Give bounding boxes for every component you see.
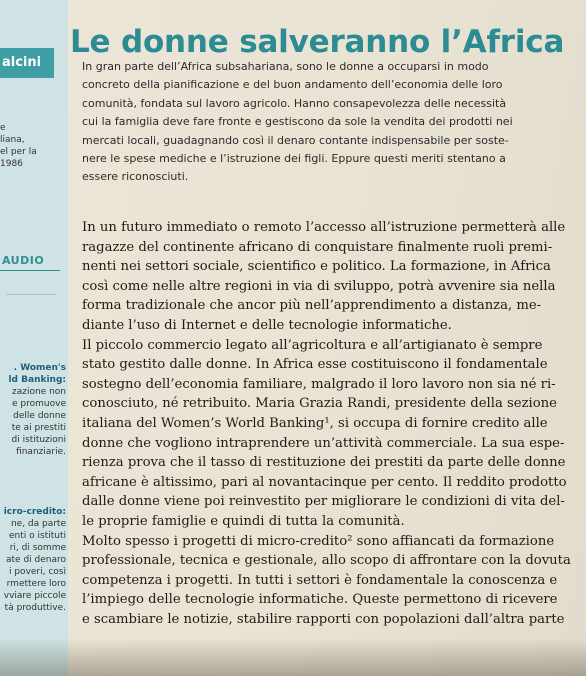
sidebar-gloss-line: zazione non <box>12 387 66 397</box>
sidebar-gloss-line: rmettere loro <box>6 579 66 589</box>
audio-label[interactable]: AUDIO <box>2 254 45 267</box>
sidebar-gloss-line: tà produttive. <box>4 603 66 613</box>
sidebar-gloss-line: ri, di somme <box>9 543 66 553</box>
audio-divider <box>0 270 60 271</box>
body-text: In un futuro immediato o remoto l’accesso all’istruzione permetterà alle ragazze del continente africano di conquistare finalmente ruoli premi- nenti nei settori sociale, scientifico e politico. La formazione, in Africa così come nelle altre regioni in via di sviluppo, potrà avvenire sia nella forma tradizionale che ancor più nell’apprendimento a distanza, me- diante l’uso di Internet e delle tecnologie informatiche. Il piccolo commercio legato all’agricoltura e all’artigianato è sempre stato gestito dalle donne. In Africa esse costituiscono il fondamentale sostegno dell’economia familiare, malgrado il loro lavoro non sia né ri- conosciuto, né retribuito. Maria Grazia Randi, presidente della sezione italiana del Women’s World Banking¹, si occupa di fornire credito alle donne che vogliono intraprendere un’attività commerciale. La sua espe- rienza prova che il tasso di restituzione dei prestiti da parte delle donne africane è altissimo, pari al novantacinque per cento. Il reddito prodotto dalle donne viene poi reinvestito per migliorare le condizioni di vita del- le proprie famiglie e quindi di tutta la comunità. Molto spesso i progetti di micro-credito² sono affiancati da formazione professionale, tecnica e gestionale, allo scopo di affrontare con la dovuta competenza i progetti. In tutti i settori è fondamentale la conoscenza e l’impiego delle tecnologie informatiche. Queste permettono di ricevere e scambiare le notizie, stabilire rapporti con popolazioni dall’altra parte <box>82 220 571 627</box>
sidebar-gloss-line: e promuove <box>12 399 66 409</box>
sidebar-gloss-line: finanziarie. <box>16 447 66 457</box>
sidebar-gloss-line: icro-credito: <box>3 507 66 517</box>
page-shadow <box>0 638 586 676</box>
sidebar-gloss-line: i poveri, così <box>8 567 66 577</box>
sidebar-gloss-line: di istituzioni <box>11 435 66 445</box>
intro-paragraph: In gran parte dell’Africa subsahariana, sono le donne a occuparsi in modo concreto della pianificazione e del buon andamento dell’economia delle loro comunità, fondata sul lavoro agricolo. Hanno consapevolezza delle necessità cui la famiglia deve fare fronte e gestiscono da sole la vendita dei prodotti nei mercati locali, guadagnando così il denaro contante indispensabile per soste- nere le spese mediche e l’istruzione dei figli. Eppure questi meriti stentano a essere riconosciuti. <box>82 60 513 184</box>
sidebar-tab <box>0 48 54 78</box>
sidebar-gloss-line: ate di denaro <box>6 555 66 565</box>
audio-scribble <box>6 276 56 295</box>
sidebar-gloss-line: vviare piccole <box>3 591 66 601</box>
sidebar-tab-label: alcini <box>2 55 42 70</box>
glossary-women-world-banking <box>0 362 68 458</box>
sidebar-margin <box>0 0 68 676</box>
sidebar-gloss-line: ne, da parte <box>10 519 66 529</box>
sidebar-gloss-line: delle donne <box>13 411 66 421</box>
sidebar-gloss-line: . Women's <box>13 363 66 373</box>
sidebar-gloss-line: ld Banking: <box>8 375 66 385</box>
page-title: Le donne salveranno l’Africa <box>70 24 565 60</box>
sidebar-gloss-line: enti o istituti <box>9 531 66 541</box>
sidebar-note-top: e liana, el per la 1986 <box>0 123 37 169</box>
glossary-micro-credito <box>0 506 68 614</box>
sidebar-gloss-line: te ai prestiti <box>11 423 66 433</box>
